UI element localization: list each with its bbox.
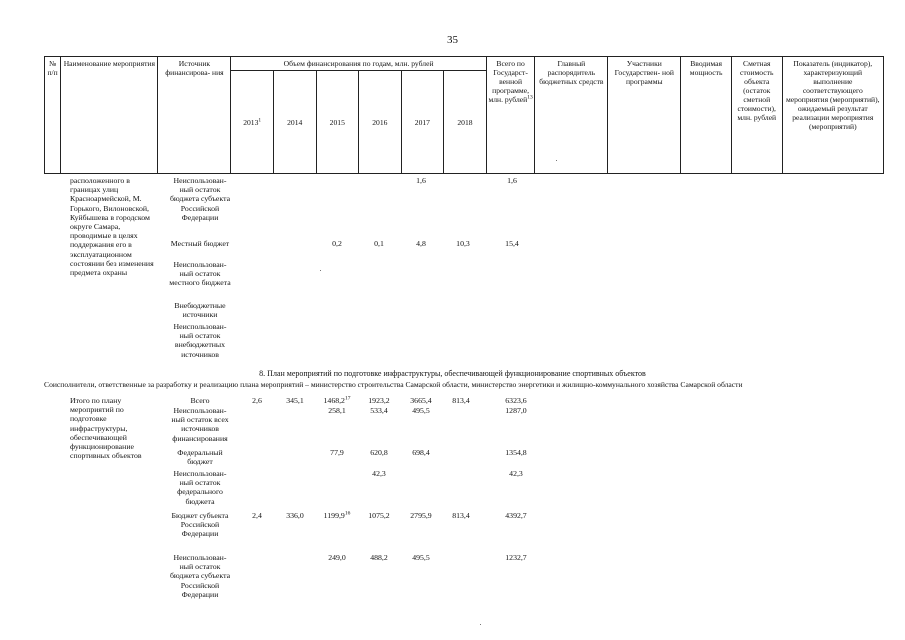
s8-total-4: 4392,7	[505, 511, 527, 520]
s8-2014-4: 336,0	[286, 511, 304, 520]
header-name: Наименование мероприятия	[61, 57, 158, 174]
section-title: 8. План мероприятий по подготовке инфраструктуры, обеспечивающей функционирование спортивных объектов	[259, 369, 646, 378]
scan-speck	[480, 624, 481, 625]
header-year-2018: 2018	[444, 71, 487, 174]
block1-2015-1: 0,2	[332, 239, 342, 248]
s8-total-3: 42,3	[509, 469, 523, 478]
block1-2017-0: 1,6	[416, 176, 426, 185]
s8-2017-4: 2795,9	[410, 511, 432, 520]
block1-source-2: Неиспользован- ный остаток местного бюджета	[169, 260, 231, 288]
scan-speck	[320, 270, 321, 271]
s8-2015-4: 1199,9$^{16}$	[323, 510, 351, 520]
header-participants: Участники Государствен- ной программы	[608, 57, 681, 174]
s8-2017-0: 3665,4	[410, 396, 432, 405]
header-year-2013: 2013$^1$	[231, 71, 274, 174]
block1-total-1: 15,4	[505, 239, 519, 248]
page-number: 35	[447, 34, 458, 46]
block1-source-0: Неиспользован- ный остаток бюджета субъекта Российской Федерации	[169, 176, 231, 222]
s8-2014-0: 345,1	[286, 396, 304, 405]
s8-2016-0: 1923,2	[368, 396, 390, 405]
s8-2013-0: 2,6	[252, 396, 262, 405]
s8-2017-2: 698,4	[412, 448, 430, 457]
s8-total-1: 1287,0	[505, 406, 527, 415]
header-year-2017: 2017	[401, 71, 444, 174]
scan-speck	[556, 160, 557, 161]
s8-2017-1: 495,5	[412, 406, 430, 415]
s8-2016-2: 620,8	[370, 448, 388, 457]
s8-total-5: 1232,7	[505, 553, 527, 562]
s8-2018-0: 813,4	[452, 396, 470, 405]
s8-2015-0: 1468,2$^{17}$	[323, 395, 351, 405]
s8-source-2: Федеральный бюджет	[177, 448, 223, 467]
header-total: Всего по Государст- венной программе, млн. рублей$^{13}$	[486, 57, 535, 174]
s8-source-5: Неиспользован- ный остаток бюджета субъекта Российской Федерации	[169, 553, 231, 599]
s8-2016-3: 42,3	[372, 469, 386, 478]
header-capacity: Вводимая мощность	[681, 57, 732, 174]
s8-2017-5: 495,5	[412, 553, 430, 562]
header-year-2016: 2016	[359, 71, 402, 174]
section8-name: Итого по плану мероприятий по подготовке инфраструктуры, обеспечивающей функционирование спортивных объектов	[70, 396, 142, 461]
s8-source-4: Бюджет субъекта Российской Федерации	[171, 511, 229, 539]
s8-source-1: Неиспользован- ный остаток всех источников финансирования	[171, 406, 229, 443]
s8-2015-2: 77,9	[330, 448, 344, 457]
block1-2018-1: 10,3	[456, 239, 470, 248]
header-cost: Сметная стоимость объекта (остаток сметной стоимости), млн. рублей	[731, 57, 782, 174]
s8-2016-4: 1075,2	[368, 511, 390, 520]
header-source: Источник финансирова- ния	[158, 57, 231, 174]
block1-name: расположенного в границах улиц Красноармейской, М. Горького, Вилоновской, Куйбышева в городском округе Самара, проводимые в целях поддержания его в эксплуатационном состоянии без изменения предмета охраны	[70, 176, 154, 278]
s8-source-0: Всего	[190, 396, 210, 405]
coexecutors-line: Соисполнители, ответственные за разработку и реализацию плана мероприятий – министерство строительства Самарской области, министерство энергетики и жилищно-коммунального хозяйства Самарской области	[44, 380, 743, 389]
s8-total-2: 1354,8	[505, 448, 527, 457]
block1-source-1: Местный бюджет	[170, 239, 230, 248]
s8-2016-1: 533,4	[370, 406, 388, 415]
block1-source-3: Внебюджетные источники	[174, 301, 226, 320]
s8-source-3: Неиспользован- ный остаток федерального бюджета	[173, 469, 227, 506]
s8-2015-5: 249,0	[328, 553, 346, 562]
header-indicator: Показатель (индикатор), характеризующий выполнение соответствующего мероприятия (мероприятий), ожидаемый результат реализации мероприятия (мероприятий)	[782, 57, 883, 174]
block1-total-0: 1,6	[507, 176, 517, 185]
block1-2016-1: 0,1	[374, 239, 384, 248]
header-year-2015: 2015	[316, 71, 359, 174]
header-year-2014: 2014	[273, 71, 316, 174]
s8-2015-1: 258,1	[328, 406, 346, 415]
s8-2013-4: 2,4	[252, 511, 262, 520]
s8-2016-5: 488,2	[370, 553, 388, 562]
header-admin: Главный распорядитель бюджетных средств	[535, 57, 608, 174]
s8-total-0: 6323,6	[505, 396, 527, 405]
header-num: № п/п	[45, 57, 61, 174]
block1-source-4: Неиспользован- ный остаток внебюджетных источников	[173, 322, 227, 359]
header-volume: Объем финансирования по годам, млн. рублей	[231, 57, 486, 71]
s8-2018-4: 813,4	[452, 511, 470, 520]
table-header	[44, 56, 884, 174]
block1-2017-1: 4,8	[416, 239, 426, 248]
